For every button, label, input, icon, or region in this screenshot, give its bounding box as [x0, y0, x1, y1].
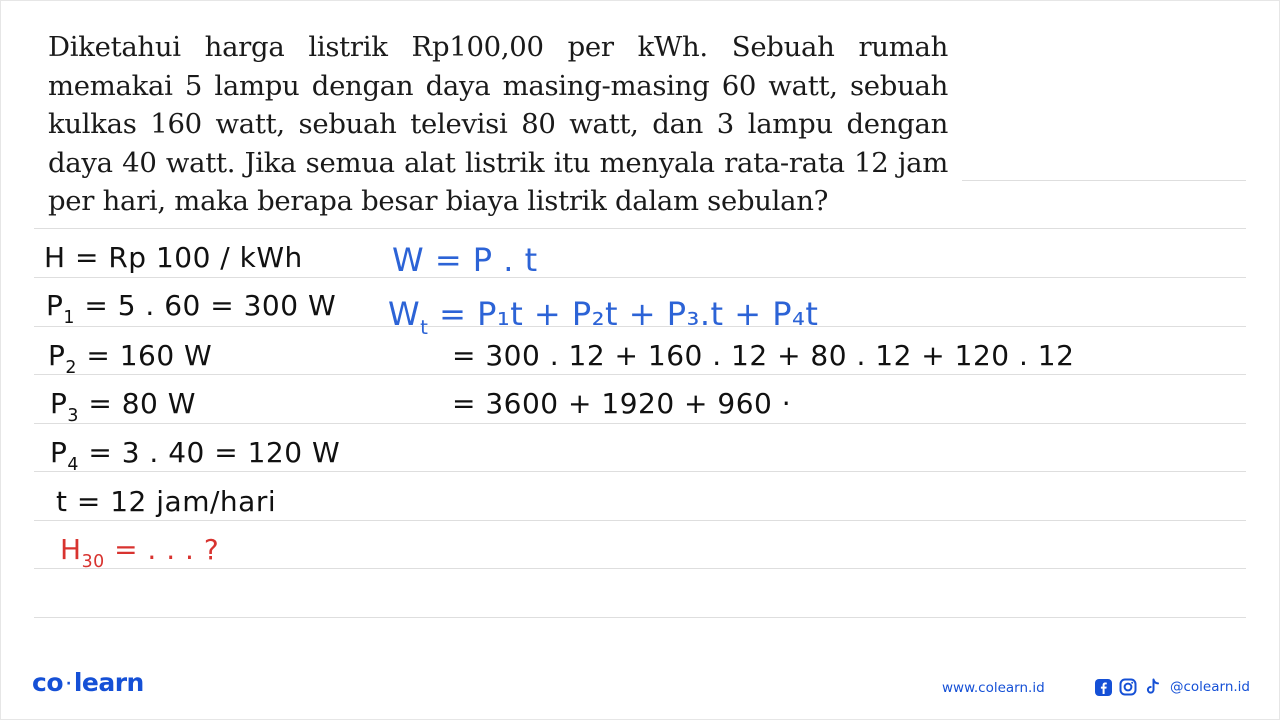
rule-line [34, 520, 1246, 521]
instagram-icon[interactable] [1119, 678, 1137, 696]
note-question [60, 532, 219, 580]
note-p3 [50, 386, 196, 434]
rule-line [34, 228, 1246, 229]
note-p1 [46, 288, 336, 336]
note-energy-formula-text: W = P . t [392, 241, 538, 279]
note-p3-subscript: 3 [67, 405, 79, 426]
note-question-label: H [60, 533, 82, 566]
rule-line [34, 423, 1246, 424]
note-calc-line-2 [452, 386, 791, 422]
note-time [56, 484, 276, 520]
logo-left: co [32, 668, 63, 697]
note-p4-value: = 3 . 40 = 120 W [88, 436, 341, 469]
note-p4 [50, 435, 340, 483]
note-p3-value: = 80 W [88, 387, 196, 420]
rule-line [34, 374, 1246, 375]
website-link[interactable]: www.colearn.id [942, 680, 1045, 696]
note-p4-subscript: 4 [67, 454, 79, 475]
note-price-label: H [44, 241, 66, 274]
note-p4-label: P [50, 436, 68, 469]
note-total-energy-subscript: t [420, 315, 429, 339]
colearn-logo [32, 668, 144, 697]
note-calc-line-2-text: = 3600 + 1920 + 960 · [452, 387, 792, 420]
facebook-icon[interactable] [1094, 678, 1112, 696]
social-links [1094, 678, 1250, 696]
note-calc-line-1 [452, 338, 1074, 374]
note-total-energy-text: = P₁t + P₂t + P₃.t + P₄t [439, 295, 819, 333]
note-p2-label: P [48, 339, 66, 372]
note-p2 [48, 338, 212, 386]
tiktok-icon[interactable] [1144, 678, 1162, 696]
note-p3-label: P [50, 387, 68, 420]
note-p1-subscript: 1 [63, 307, 75, 328]
problem-statement: Diketahui harga listrik Rp100,00 per kWh. Sebuah rumah memakai 5 lampu dengan daya masing-masing 60 watt, sebuah kulkas 160 watt, sebuah televisi 80 watt, dan 3 lampu dengan daya 40 watt. Jika semua alat listrik itu menyala rata-rata 12 jam per hari, maka berapa besar biaya listrik dalam sebulan? [48, 31, 948, 217]
note-energy-formula [392, 242, 538, 278]
note-total-energy-label: W [388, 295, 421, 333]
note-calc-line-1-text: = 300 . 12 + 160 . 12 + 80 . 12 + 120 . 12 [452, 339, 1075, 372]
rule-line [34, 617, 1246, 618]
note-price [44, 240, 303, 276]
note-p2-value: = 160 W [86, 339, 213, 372]
note-time-value: t = 12 jam/hari [56, 485, 277, 518]
rule-line [962, 180, 1246, 181]
note-price-value: = Rp 100 / kWh [74, 241, 303, 274]
note-p1-value: = 5 . 60 = 300 W [84, 289, 337, 322]
note-question-value: = . . . ? [114, 533, 220, 566]
note-p1-label: P [46, 289, 64, 322]
rule-line [34, 277, 1246, 278]
note-question-subscript: 30 [81, 551, 105, 572]
logo-dot: · [66, 676, 71, 692]
note-p2-subscript: 2 [65, 357, 77, 378]
logo-right: learn [73, 668, 144, 697]
social-handle[interactable]: @colearn.id [1170, 679, 1250, 695]
